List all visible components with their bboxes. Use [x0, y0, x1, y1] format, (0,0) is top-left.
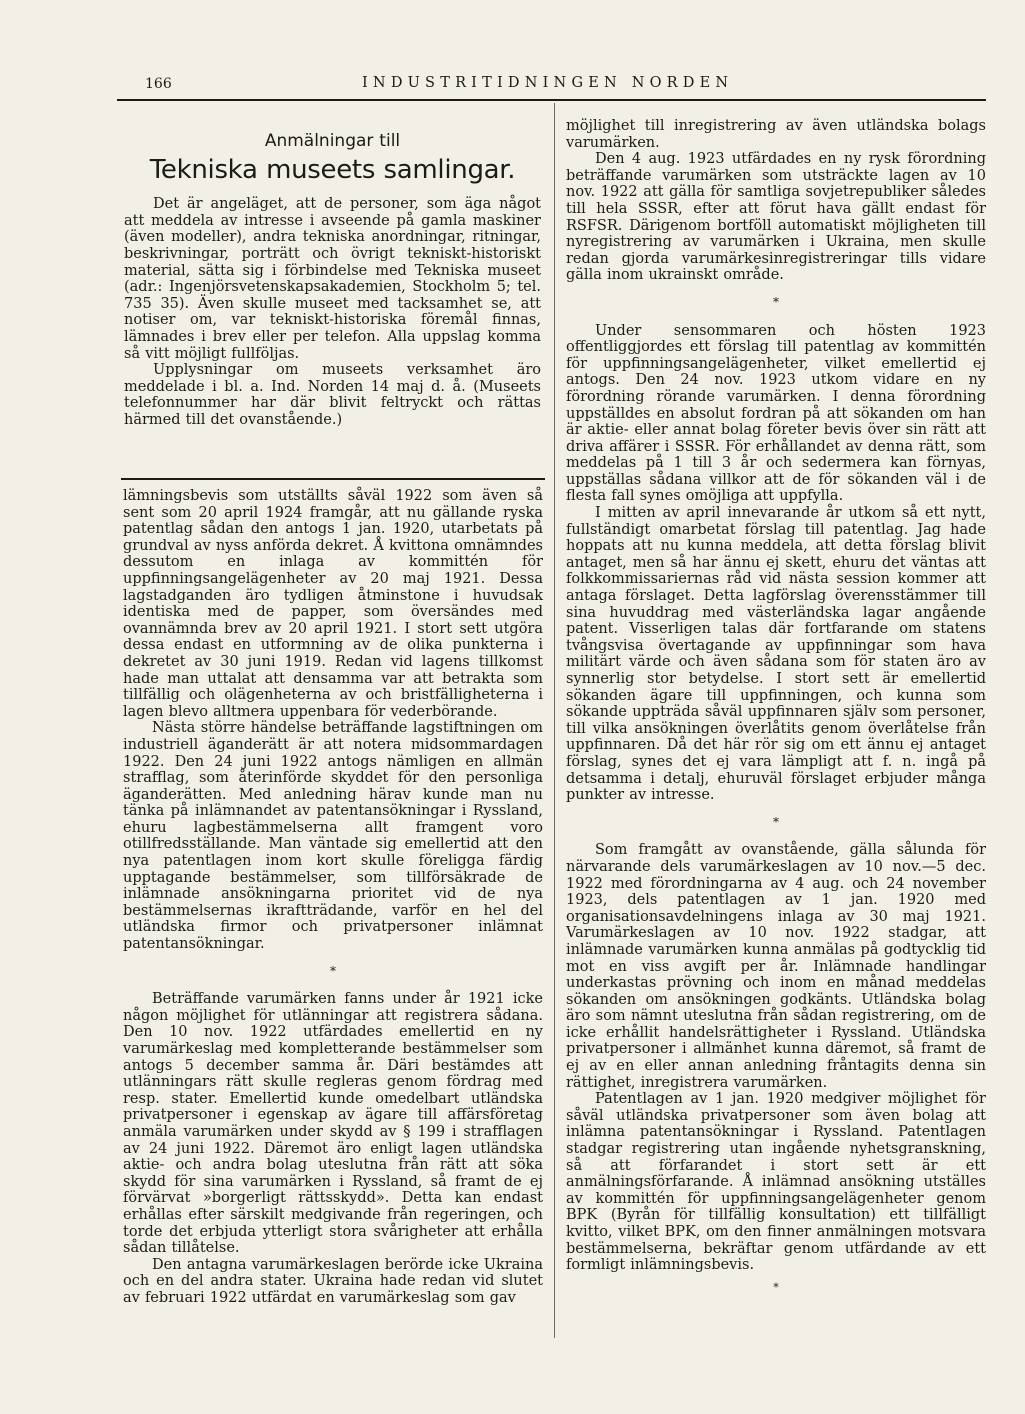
- header-rule: [117, 99, 986, 101]
- notice-paragraph-2: Upplysningar om museets verksamhet äro meddelade i bl. a. Ind. Norden 14 maj d. å. (Museets telefonnummer har där blivit feltryckt och rättas härmed till det ovanstående.): [124, 362, 541, 428]
- right-column: [566, 118, 986, 1296]
- right-paragraph-6: Patentlagen av 1 jan. 1920 medgiver möjlighet för såväl utländska privatpersoner som även bolag att inlämna patentansökningar i Ryssland. Patentlagen stadgar registrering utan ingående nyhetsgranskning, så att förfarandet i stort sett är ett anmälningsförfarande. Å inlämnad ansökning utställes av kommittén för uppfinningsangelägenheter genom BPK (Byrån för tillfällig konsultation) ett tillfälligt kvitto, vilket BPK, om den finner anmälningen motsvara bestämmelserna, bekräftar genom utfärdande av ett formligt inlämningsbevis.: [566, 1091, 986, 1274]
- museum-notice-box: [124, 128, 541, 429]
- left-paragraph-2: Nästa större händelse beträffande lagstiftningen om industriell äganderätt är att notera midsommardagen 1922. Den 24 juni 1922 antogs nämligen en allmän strafflag, som återinförde skyddet för den personliga äganderätten. Med anledning härav kunde man nu tänka på inlämnandet av patentansökningar i Ryssland, ehuru lagbestämmelserna allt framgent voro otillfredsställande. Man väntade sig emellertid att den nya patentlagen inom kort skulle föreligga färdig upptagande bestämmelser, som tillförsäkrade de inlämnade ansökningarna prioritet vid de nya bestämmelsernas ikraftträdande, varför en hel del utländska firmor och privatpersoner inlämnat patentansökningar.: [123, 720, 543, 953]
- notice-kicker: Anmälningar till: [264, 131, 401, 151]
- page-number: 166: [145, 76, 172, 92]
- notice-paragraph-1: Det är angeläget, att de personer, som äga något att meddela av intresse i avseende på gamla maskiner (även modeller), andra tekniska anordningar, ritningar, beskrivningar, porträtt och övrigt tekniskt-historiskt material, sätta sig i förbindelse med Tekniska museet (adr.: Ingenjörsvetenskapsakademien, Stockholm 5; tel. 735 35). Även skulle museet med tacksamhet se, att notiser om, var tekniskt-historiska föremål finnas, lämnades i brev eller per telefon. Alla uppslag komma så vitt möjligt fullföljas.: [124, 196, 541, 362]
- left-paragraph-4: Den antagna varumärkeslagen berörde icke Ukraina och en del andra stater. Ukraina hade redan vid slutet av februari 1922 utfärdat en varumärkeslag som gav: [123, 1256, 543, 1306]
- end-mark: *: [773, 1280, 779, 1294]
- right-paragraph-2: Den 4 aug. 1923 utfärdades en ny rysk förordning beträffande varumärken som utsträckte lagen av 10 nov. 1922 att gälla för samtliga sovjetrepubliker således till hela SSSR, efter att förut hava gällt endast för RSFSR. Därigenom bortföll automatiskt möjligheten till nyregistrering av varumärken i Ukraina, men skulle redan gjorda varumärkesinregistreringar tills vidare gälla inom ukrainskt område.: [566, 151, 986, 284]
- left-paragraph-1: lämningsbevis som utställts såväl 1922 som även så sent som 20 april 1924 framgår, att nu gällande ryska patentlag sådan den antogs 1 jan. 1920, utarbetats på grundval av nyss anförda dekret. Å kvittona omnämndes dessutom en inlaga av kommittén för uppfinningsangelägenheter av 20 maj 1921. Dessa lagstadganden äro tydligen åtminstone i huvudsak identiska med de papper, som översändes med ovannämnda brev av 20 april 1921. I stort sett utgöra dessa endast en utformning av de olika punkterna i dekretet av 30 juni 1919. Redan vid lagens tillkomst hade man uttalat att densamma var att betrakta som tillfällig och olägenheterna av och bristfälligheterna i lagen blevo alltmera uppenbara för vederbörande.: [123, 488, 543, 720]
- right-paragraph-3: Under sensommaren och hösten 1923 offentliggjordes ett förslag till patentlag av kommittén för uppfinningsangelägenheter, vilket emellertid ej antogs. Den 24 nov. 1923 utkom vidare en ny förordning rörande varumärken. I denna förordning uppställdes en absolut fordran på att sökanden om han är aktie- eller annat bolag företer bevis över sin rätt att driva affärer i SSSR. För erhållandet av denna rätt, som meddelas på 1 till 3 år och sedermera kan förnyas, uppställas sådana villkor att de för sökanden väl i de flesta fall synes omöjliga att uppfylla.: [566, 322, 986, 505]
- right-paragraph-5: Som framgått av ovanstående, gälla sålunda för närvarande dels varumärkeslagen av 10 nov.—5 dec. 1922 med förordningarna av 4 aug. och 24 november 1923, dels patentlagen av 1 jan. 1920 med organisationsavdelningens inlaga av 30 maj 1921. Varumärkeslagen av 10 nov. 1922 stadgar, att inlämnade varumärken kunna anmälas på godtycklig tid mot en viss avgift per år. Inlämnade handlingar underkastas prövning och inom en månad meddelas sökanden om ansökningen godkänts. Utländska bolag äro som nämnt uteslutna från sådan registrering, om de icke erhållit handelsrättigheter i Ryssland. Utländska privatpersoner i allmänhet kunna däremot, så framt de ej av en eller annan anledning fråntagits denna sin rättighet, inregistrera varumärken.: [566, 842, 986, 1091]
- section-separator: *: [773, 294, 779, 309]
- left-paragraph-3: Beträffande varumärken fanns under år 1921 icke någon möjlighet för utlänningar att registrera sådana. Den 10 nov. 1922 utfärdades emellertid en ny varumärkeslag med kompletterande bestämmelser som antogs 5 december samma år. Däri bestämdes att utlänningars rätt skulle regleras genom fördrag med resp. stater. Emellertid kunde omedelbart utländska privatpersoner i egenskap av ägare till affärsföretag anmäla varumärken under skydd av § 199 i strafflagen av 24 juni 1922. Däremot äro enligt lagen utländska aktie- och andra bolag uteslutna från rätt att söka skydd för sina varumärken i Ryssland, så framt de ej förvärvat »borgerligt rättsskydd». Detta kan endast erhållas efter särskilt medgivande från regeringen, och torde det erbjuda ytterligt stora svårigheter att erhålla sådan tillåtelse.: [123, 991, 543, 1257]
- column-divider: [554, 103, 555, 1338]
- notice-heading: Tekniska museets samlingar.: [149, 154, 516, 185]
- right-paragraph-1: möjlighet till inregistrering av även utländska bolags varumärken.: [566, 118, 986, 151]
- notice-rule: [121, 478, 545, 480]
- journal-title: INDUSTRITIDNINGEN NORDEN: [362, 75, 734, 91]
- section-separator: *: [330, 963, 336, 978]
- left-column: [123, 488, 543, 1307]
- section-separator: *: [773, 814, 779, 829]
- right-paragraph-4: I mitten av april innevarande år utkom så ett nytt, fullständigt omarbetat förslag till patentlag. Jag hade hoppats att nu kunna meddela, att detta förslag blivit antaget, men så har ännu ej skett, ehuru det väntas att folkkommissariernas råd vid nästa session kommer att antaga förslaget. Detta lagförslag överensstämmer till sina huvuddrag med västerländska lagar angående patent. Visserligen talas där fortfarande om statens tvångsvisa övertagande av uppfinningar som hava militärt värde och även sådana som för staten äro av synnerlig stor betydelse. I stort sett är emellertid sökanden ägare till uppfinningen, och kunna som sökande uppträda såväl uppfinnaren själv som personer, till vilka ansökningen överlåtits genom överlåtelse från uppfinnaren. Då det här rör sig om ett ännu ej antaget förslag, synes det ej vara lämpligt att f. n. ingå på detsamma i detalj, ehuruväl förslaget erbjuder många punkter av intresse.: [566, 505, 986, 804]
